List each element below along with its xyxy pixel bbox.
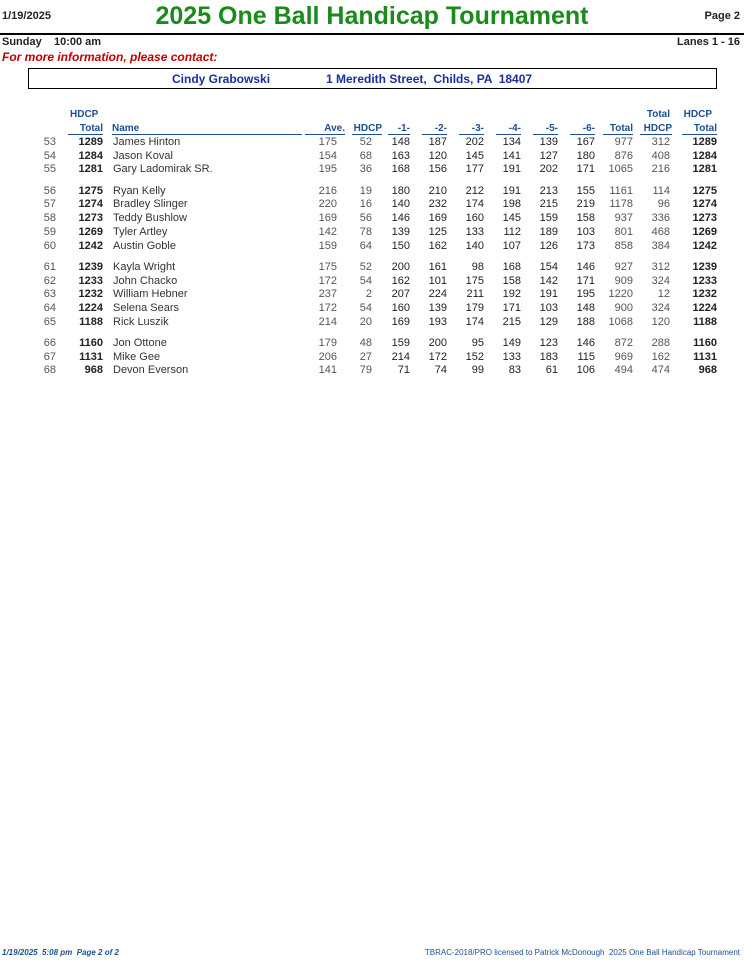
total-hdcp: 384 (651, 239, 670, 252)
game-4: 191 (502, 184, 521, 197)
game-6: 219 (576, 198, 595, 211)
game-4: 133 (502, 350, 521, 363)
total-hdcp: 114 (652, 184, 670, 197)
total-hdcp: 312 (651, 136, 670, 148)
bowler-name: Gary Ladomirak SR. (113, 163, 213, 176)
hdcp-total-final: 1131 (693, 350, 717, 363)
game-3: 140 (465, 239, 484, 252)
total-hdcp: 216 (651, 163, 670, 176)
game-5: 213 (539, 184, 558, 197)
bowler-name: Austin Goble (113, 239, 176, 252)
col-scratch-total: Total (603, 123, 633, 135)
game-3: 175 (465, 274, 484, 287)
hdcp-total: 1233 (78, 274, 103, 287)
contact-name: Cindy Grabowski (172, 72, 271, 86)
game-3: 95 (471, 336, 484, 349)
hdcp-total-final: 1224 (692, 301, 717, 314)
average: 216 (318, 184, 337, 197)
game-5: 103 (539, 301, 558, 314)
col-hdcp: HDCP (353, 123, 382, 134)
bowler-name: Kayla Wright (113, 260, 176, 273)
game-1: 160 (391, 301, 410, 314)
game-5: 142 (539, 274, 558, 287)
game-5: 61 (545, 364, 558, 377)
handicap: 56 (359, 212, 372, 225)
handicap: 16 (359, 198, 372, 211)
bowler-name: Ryan Kelly (113, 184, 166, 197)
bowler-name: Teddy Bushlow (113, 212, 187, 225)
game-6: 167 (576, 136, 595, 148)
hdcp-total-final: 1275 (692, 184, 717, 197)
hdcp-total: 1224 (78, 301, 103, 314)
table-row (0, 351, 744, 365)
game-1: 148 (391, 136, 410, 148)
handicap: 78 (359, 225, 372, 238)
table-row (0, 261, 744, 275)
col-hdcp-total: Total (68, 123, 103, 135)
game-3: 152 (465, 350, 484, 363)
bowler-name: Devon Everson (113, 364, 189, 377)
game-2: 232 (428, 198, 447, 211)
table-row (0, 240, 744, 254)
hdcp-total-final: 1273 (692, 212, 717, 225)
position: 63 (43, 288, 56, 301)
total-hdcp: 408 (651, 149, 670, 162)
game-5: 189 (539, 225, 558, 238)
hdcp-total-final: 1160 (693, 336, 717, 349)
handicap: 54 (359, 274, 372, 287)
table-row (0, 185, 744, 199)
average: 172 (318, 301, 337, 314)
game-3: 174 (465, 315, 484, 328)
hdcp-total-final: 1242 (692, 239, 717, 252)
position: 57 (43, 198, 56, 211)
hdcp-total-final: 1281 (692, 163, 717, 176)
hdcp-total: 968 (84, 364, 103, 377)
hdcp-total: 1160 (79, 336, 103, 349)
col-hdcp-total2-top: HDCP (683, 109, 712, 120)
game-6: 106 (576, 364, 595, 377)
game-4: 134 (502, 136, 521, 148)
scratch-total: 494 (614, 364, 633, 377)
col-game-4: -4- (496, 123, 521, 135)
average: 159 (318, 239, 337, 252)
game-2: 172 (428, 350, 447, 363)
game-6: 155 (576, 184, 595, 197)
game-3: 212 (465, 184, 484, 197)
total-hdcp: 288 (651, 336, 670, 349)
average: 195 (318, 163, 337, 176)
hdcp-total: 1232 (78, 288, 103, 301)
game-5: 127 (539, 149, 558, 162)
col-game-1: -1- (388, 123, 410, 135)
game-1: 162 (391, 274, 410, 287)
game-1: 163 (391, 149, 410, 162)
game-4: 171 (502, 301, 521, 314)
position: 56 (43, 184, 56, 197)
average: 237 (318, 288, 337, 301)
page-number: Page 2 (704, 10, 740, 22)
footer-timestamp: 1/19/2025 5:08 pm Page 2 of 2 (2, 948, 119, 957)
lanes-range: Lanes 1 - 16 (677, 36, 740, 48)
table-row (0, 198, 744, 212)
game-1: 180 (391, 184, 410, 197)
game-6: 171 (576, 274, 595, 287)
total-hdcp: 12 (657, 288, 670, 301)
handicap: 20 (359, 315, 372, 328)
average: 175 (318, 136, 337, 148)
bowler-name: Rick Luszik (113, 315, 169, 328)
hdcp-total-final: 1284 (692, 149, 717, 162)
table-row (0, 226, 744, 240)
game-3: 211 (466, 288, 484, 301)
game-2: 224 (428, 288, 447, 301)
table-row (0, 136, 744, 150)
position: 64 (43, 301, 56, 314)
bowler-name: Bradley Slinger (113, 198, 188, 211)
game-3: 179 (465, 301, 484, 314)
hdcp-total: 1281 (78, 163, 103, 176)
table-row (0, 288, 744, 302)
table-row (0, 163, 744, 177)
position: 55 (43, 163, 56, 176)
total-hdcp: 468 (651, 225, 670, 238)
scratch-total: 977 (614, 136, 633, 148)
bowler-name: Jason Koval (113, 149, 173, 162)
handicap: 68 (359, 149, 372, 162)
hdcp-total: 1242 (78, 239, 103, 252)
game-6: 146 (576, 260, 595, 273)
handicap: 36 (359, 163, 372, 176)
game-5: 183 (539, 350, 558, 363)
scratch-total: 1178 (609, 198, 633, 211)
contact-info-label: For more information, please contact: (2, 50, 218, 64)
game-4: 191 (502, 163, 521, 176)
scratch-total: 1068 (608, 315, 633, 328)
game-4: 107 (502, 239, 521, 252)
hdcp-total: 1188 (79, 315, 103, 328)
scratch-total: 927 (614, 260, 633, 273)
hdcp-total: 1269 (78, 225, 103, 238)
col-game-2: -2- (422, 123, 447, 135)
game-5: 139 (539, 136, 558, 148)
position: 59 (43, 225, 56, 238)
game-1: 207 (391, 288, 410, 301)
total-hdcp: 312 (651, 260, 670, 273)
table-row (0, 150, 744, 164)
position: 68 (43, 364, 56, 377)
game-3: 99 (471, 364, 484, 377)
table-row (0, 364, 744, 378)
game-4: 145 (502, 212, 521, 225)
game-2: 120 (428, 149, 447, 162)
handicap: 64 (359, 239, 372, 252)
game-2: 74 (434, 364, 447, 377)
scratch-total: 858 (614, 239, 633, 252)
game-2: 193 (428, 315, 447, 328)
game-4: 198 (502, 198, 521, 211)
game-5: 154 (539, 260, 558, 273)
contact-address: 1 Meredith Street, Childs, PA 18407 (326, 72, 533, 86)
game-6: 148 (576, 301, 595, 314)
game-2: 200 (428, 336, 447, 349)
hdcp-total-final: 1289 (692, 136, 717, 148)
game-5: 123 (539, 336, 558, 349)
scratch-total: 1220 (608, 288, 633, 301)
hdcp-total-final: 1188 (693, 315, 717, 328)
hdcp-total-final: 1269 (692, 225, 717, 238)
hdcp-total: 1289 (78, 136, 103, 148)
col-name: Name (112, 123, 302, 135)
game-3: 133 (465, 225, 484, 238)
hdcp-total-final: 1232 (692, 288, 717, 301)
table-row (0, 337, 744, 351)
average: 214 (318, 315, 337, 328)
game-6: 146 (576, 336, 595, 349)
game-4: 192 (502, 288, 521, 301)
table-row (0, 316, 744, 330)
game-1: 168 (391, 163, 410, 176)
game-1: 159 (391, 336, 410, 349)
total-hdcp: 336 (651, 212, 670, 225)
hdcp-total: 1274 (78, 198, 103, 211)
bowler-name: William Hebner (113, 288, 188, 301)
bowler-name: Selena Sears (113, 301, 180, 314)
handicap: 2 (365, 288, 372, 301)
game-1: 140 (391, 198, 410, 211)
game-5: 202 (539, 163, 558, 176)
game-4: 158 (502, 274, 521, 287)
bowler-name: John Chacko (113, 274, 178, 287)
total-hdcp: 324 (651, 274, 670, 287)
col-ave: Ave. (305, 123, 345, 135)
scratch-total: 1161 (609, 184, 633, 197)
total-hdcp: 120 (651, 315, 670, 328)
game-4: 112 (503, 225, 521, 238)
average: 142 (318, 225, 337, 238)
hdcp-total-final: 1233 (692, 274, 717, 287)
game-1: 169 (391, 315, 410, 328)
total-hdcp: 474 (651, 364, 670, 377)
game-5: 159 (539, 212, 558, 225)
position: 54 (43, 149, 56, 162)
game-5: 191 (539, 288, 558, 301)
game-1: 139 (391, 225, 410, 238)
game-6: 173 (576, 239, 595, 252)
game-3: 145 (465, 149, 484, 162)
scratch-total: 909 (614, 274, 633, 287)
hdcp-total: 1131 (79, 350, 103, 363)
game-6: 103 (576, 225, 595, 238)
header-rule (0, 33, 744, 35)
col-total-hdcp-top: Total (646, 109, 670, 120)
game-4: 215 (502, 315, 521, 328)
bowler-name: James Hinton (113, 136, 181, 148)
report-date: 1/19/2025 (2, 10, 51, 22)
average: 172 (318, 274, 337, 287)
handicap: 52 (359, 260, 372, 273)
scratch-total: 801 (614, 225, 633, 238)
hdcp-total-final: 1239 (692, 260, 717, 273)
position: 60 (43, 239, 56, 252)
footer-license: TBRAC-2018/PRO licensed to Patrick McDonough 2025 One Ball Handicap Tournament (424, 948, 740, 957)
game-2: 139 (428, 301, 447, 314)
average: 220 (318, 198, 337, 211)
game-3: 202 (465, 136, 484, 148)
table-row (0, 275, 744, 289)
game-2: 101 (428, 274, 447, 287)
position: 62 (43, 274, 56, 287)
total-hdcp: 162 (651, 350, 670, 363)
game-2: 210 (428, 184, 447, 197)
game-5: 129 (539, 315, 558, 328)
game-1: 200 (391, 260, 410, 273)
position: 61 (43, 260, 56, 273)
game-2: 156 (428, 163, 447, 176)
handicap: 79 (359, 364, 372, 377)
game-5: 126 (539, 239, 558, 252)
average: 154 (318, 149, 337, 162)
game-6: 180 (576, 149, 595, 162)
game-3: 98 (471, 260, 484, 273)
bowler-name: Tyler Artley (113, 225, 168, 238)
scratch-total: 1065 (608, 163, 633, 176)
position: 65 (43, 315, 56, 328)
game-6: 115 (577, 350, 595, 363)
hdcp-total-final: 1274 (692, 198, 717, 211)
handicap: 48 (359, 336, 372, 349)
game-2: 125 (428, 225, 447, 238)
col-hdcp-total-top: HDCP (70, 109, 99, 120)
average: 175 (318, 260, 337, 273)
game-5: 215 (539, 198, 558, 211)
game-4: 141 (502, 149, 521, 162)
game-2: 169 (428, 212, 447, 225)
col-game-6: -6- (570, 123, 595, 135)
average: 141 (318, 364, 337, 377)
bowler-name: Jon Ottone (113, 336, 167, 349)
position: 66 (43, 336, 56, 349)
game-1: 71 (397, 364, 410, 377)
hdcp-total: 1273 (78, 212, 103, 225)
page-title: 2025 One Ball Handicap Tournament (155, 2, 589, 30)
table-row (0, 302, 744, 316)
game-3: 174 (465, 198, 484, 211)
game-4: 168 (502, 260, 521, 273)
hdcp-total: 1239 (78, 260, 103, 273)
scratch-total: 876 (614, 149, 633, 162)
average: 206 (318, 350, 337, 363)
hdcp-total-final: 968 (698, 364, 717, 377)
game-3: 160 (465, 212, 484, 225)
position: 53 (43, 136, 56, 148)
table-row (0, 212, 744, 226)
game-4: 149 (502, 336, 521, 349)
handicap: 52 (359, 136, 372, 148)
position: 58 (43, 212, 56, 225)
col-game-3: -3- (459, 123, 484, 135)
average: 179 (318, 336, 337, 349)
handicap: 19 (359, 184, 372, 197)
average: 169 (318, 212, 337, 225)
total-hdcp: 324 (651, 301, 670, 314)
handicap: 54 (359, 301, 372, 314)
hdcp-total: 1284 (78, 149, 103, 162)
position: 67 (43, 350, 56, 363)
game-2: 162 (428, 239, 447, 252)
game-1: 150 (391, 239, 410, 252)
game-4: 83 (508, 364, 521, 377)
scratch-total: 900 (614, 301, 633, 314)
total-hdcp: 96 (657, 198, 670, 211)
hdcp-total: 1275 (78, 184, 103, 197)
game-2: 161 (428, 260, 447, 273)
bowler-name: Mike Gee (113, 350, 161, 363)
scratch-total: 937 (614, 212, 633, 225)
game-1: 214 (391, 350, 410, 363)
game-6: 195 (576, 288, 595, 301)
col-game-5: -5- (533, 123, 558, 135)
game-1: 146 (391, 212, 410, 225)
game-6: 171 (576, 163, 595, 176)
game-6: 188 (576, 315, 595, 328)
scratch-total: 969 (614, 350, 633, 363)
game-3: 177 (465, 163, 484, 176)
session-day-time: Sunday 10:00 am (2, 36, 102, 48)
scratch-total: 872 (614, 336, 633, 349)
col-total-hdcp: HDCP (640, 123, 672, 135)
game-6: 158 (576, 212, 595, 225)
game-2: 187 (428, 136, 447, 148)
col-hdcp-total2: Total (682, 123, 717, 135)
handicap: 27 (359, 350, 372, 363)
